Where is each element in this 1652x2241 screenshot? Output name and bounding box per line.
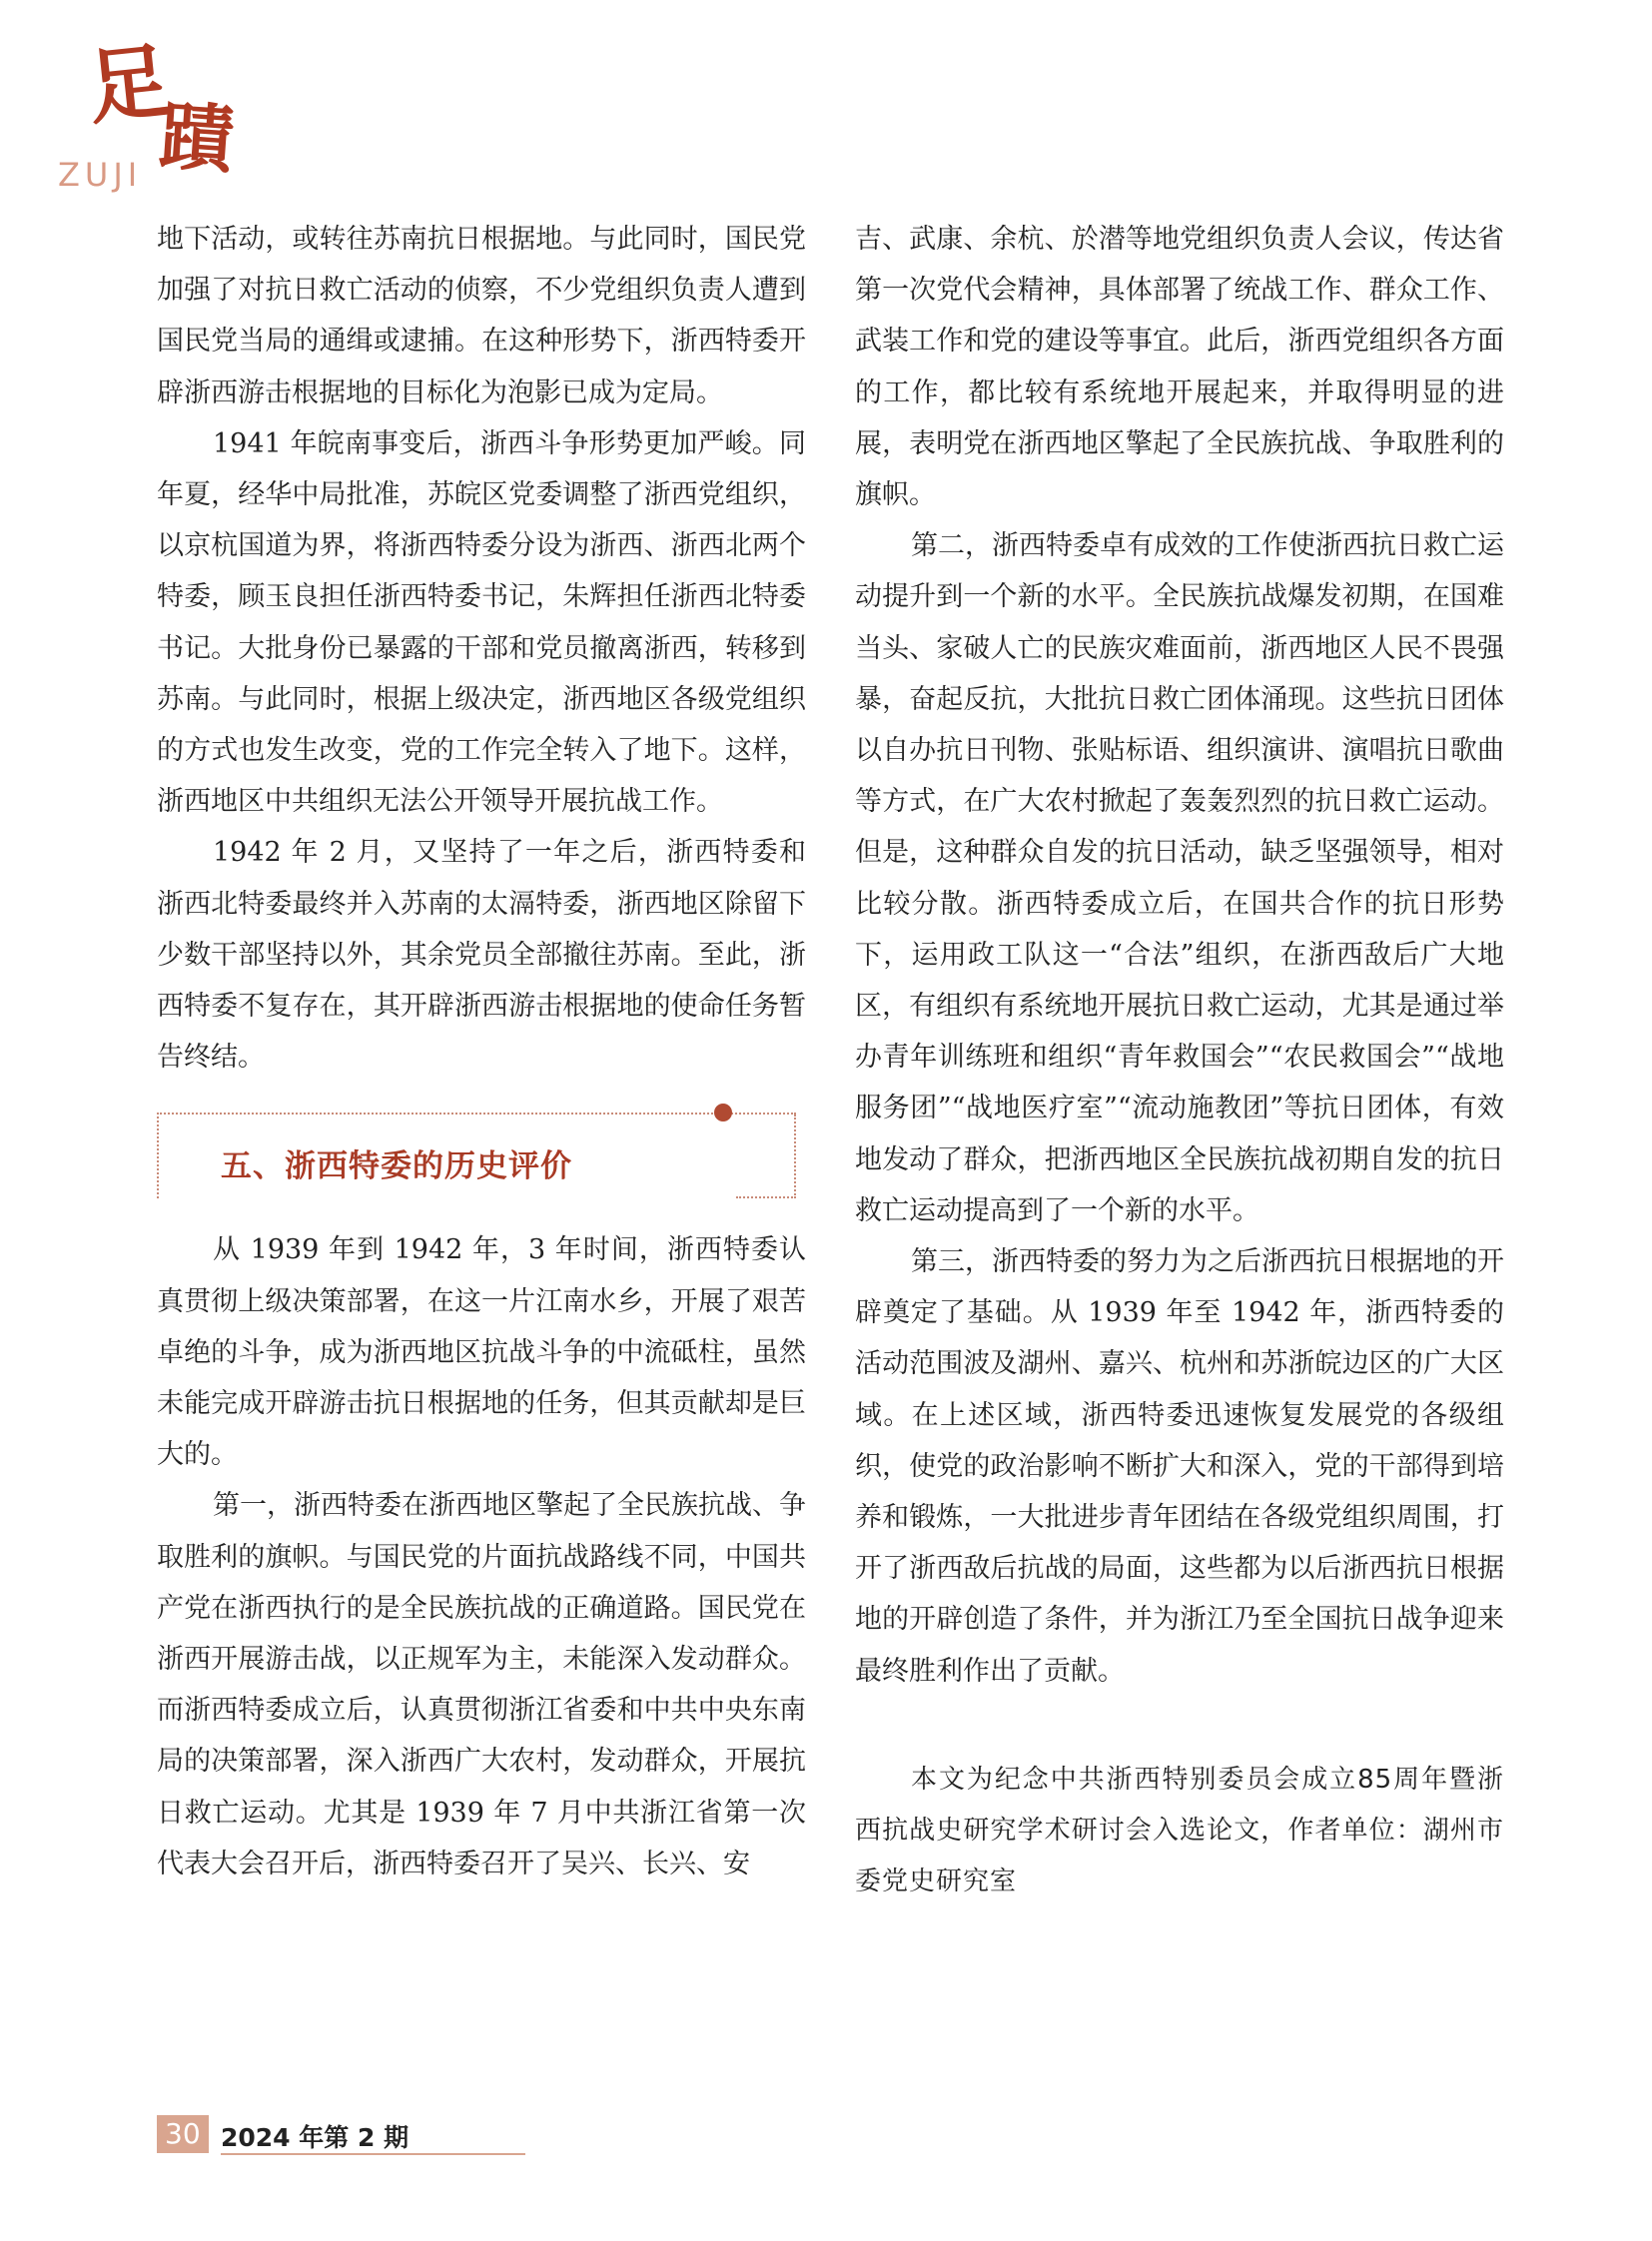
paragraph: 第二，浙西特委卓有成效的工作使浙西抗日救亡运动提升到一个新的水平。全民族抗战爆发初期，在国难当头、家破人亡的民族灾难面前，浙西地区人民不畏强暴，奋起反抗，大批抗日救亡团体涌现。这些抗日团体以自办抗日刊物、张贴标语、组织演讲、演唱抗日歌曲等方式，在广大农村掀起了轰轰烈烈的抗日救亡运动。但是，这种群众自发的抗日活动，缺乏坚强领导，相对比较分散。浙西特委成立后，在国共合作的抗日形势下，运用政工队这一“合法”组织，在浙西敌后广大地区，有组织有系统地开展抗日救亡运动，尤其是通过举办青年训练班和组织“青年救国会”“农民救国会”“战地服务团”“战地医疗室”“流动施教团”等抗日团体，有效地发动了群众，把浙西地区全民族抗战初期自发的抗日救亡运动提高到了一个新的水平。 <box>855 530 1504 1226</box>
logo-roman-text: ZUJI <box>58 156 143 194</box>
magazine-logo <box>52 32 252 194</box>
paragraph: 第一，浙西特委在浙西地区擎起了全民族抗战、争取胜利的旗帜。与国民党的片面抗战路线不同，中国共产党在浙西执行的是全民族抗战的正确道路。国民党在浙西开展游击战，以正规军为主，未能深入发动群众。而浙西特委成立后，认真贯彻浙江省委和中共中央东南局的决策部署，深入浙西广大农村，发动群众，开展抗日救亡运动。尤其是 1939 年 7 月中共浙江省第一次代表大会召开后，浙西特委召开了吴兴、长兴、安 <box>157 1490 806 1879</box>
author-note: 本文为纪念中共浙西特别委员会成立85周年暨浙西抗战史研究学术研讨会入选论文，作者单位：湖州市委党史研究室 <box>855 1764 1504 1896</box>
paragraph: 从 1939 年到 1942 年，3 年时间，浙西特委认真贯彻上级决策部署，在这一片江南水乡，开展了艰苦卓绝的斗争，成为浙西地区抗战斗争的中流砥柱，虽然未能完成开辟游击抗日根据地的任务，但其贡献却是巨大的。 <box>157 1234 806 1471</box>
paragraph: 1941 年皖南事变后，浙西斗争形势更加严峻。同年夏，经华中局批准，苏皖区党委调整了浙西党组织，以京杭国道为界，将浙西特委分设为浙西、浙西北两个特委，顾玉良担任浙西特委书记，朱辉担任浙西北特委书记。大批身份已暴露的干部和党员撤离浙西，转移到苏南。与此同时，根据上级决定，浙西地区各级党组织的方式也发生改变，党的工作完全转入了地下。这样，浙西地区中共组织无法公开领导开展抗战工作。 <box>157 427 806 818</box>
logo-char-zu: 足 <box>83 32 175 138</box>
section-title: 五、浙西特委的历史评价 <box>221 1148 572 1185</box>
left-column <box>157 214 806 1889</box>
paragraph: 1942 年 2 月，又坚持了一年之后，浙西特委和浙西北特委最终并入苏南的太滆特委，浙西地区除留下少数干部坚持以外，其余党员全部撤往苏南。至此，浙西特委不复存在，其开辟浙西游击根据地的使命任务暂告终结。 <box>157 837 806 1074</box>
paragraph: 地下活动，或转往苏南抗日根据地。与此同时，国民党加强了对抗日救亡活动的侦察，不少党组织负责人遭到国民党当局的通缉或逮捕。在这种形势下，浙西特委开辟浙西游击根据地的目标化为泡影已成为定局。 <box>157 224 806 408</box>
logo-char-ji: 蹟 <box>157 93 237 185</box>
page-number: 30 <box>157 2115 209 2153</box>
right-column <box>855 214 1504 1907</box>
paragraph: 第三，浙西特委的努力为之后浙西抗日根据地的开辟奠定了基础。从 1939 年至 1942 年，浙西特委的活动范围波及湖州、嘉兴、杭州和苏浙皖边区的广大区域。在上述区域，浙西特委迅速恢复发展党的各级组织，使党的政治影响不断扩大和深入，党的干部得到培养和锻炼，一大批进步青年团结在各级党组织周围，打开了浙西敌后抗战的局面，这些都为以后浙西抗日根据地的开辟创造了条件，并为浙江乃至全国抗日战争迎来最终胜利作出了贡献。 <box>855 1246 1504 1687</box>
section-frame-corner <box>736 1196 796 1198</box>
section-heading-box <box>157 1101 796 1198</box>
paragraph: 吉、武康、余杭、於潜等地党组织负责人会议，传达省第一次党代会精神，具体部署了统战工作、群众工作、武装工作和党的建设等事宜。此后，浙西党组织各方面的工作，都比较有系统地开展起来，并取得明显的进展，表明党在浙西地区擎起了全民族抗战、争取胜利的旗帜。 <box>855 224 1504 511</box>
issue-label: 2024 年第 2 期 <box>221 2123 410 2152</box>
footer-underline <box>221 2153 525 2155</box>
